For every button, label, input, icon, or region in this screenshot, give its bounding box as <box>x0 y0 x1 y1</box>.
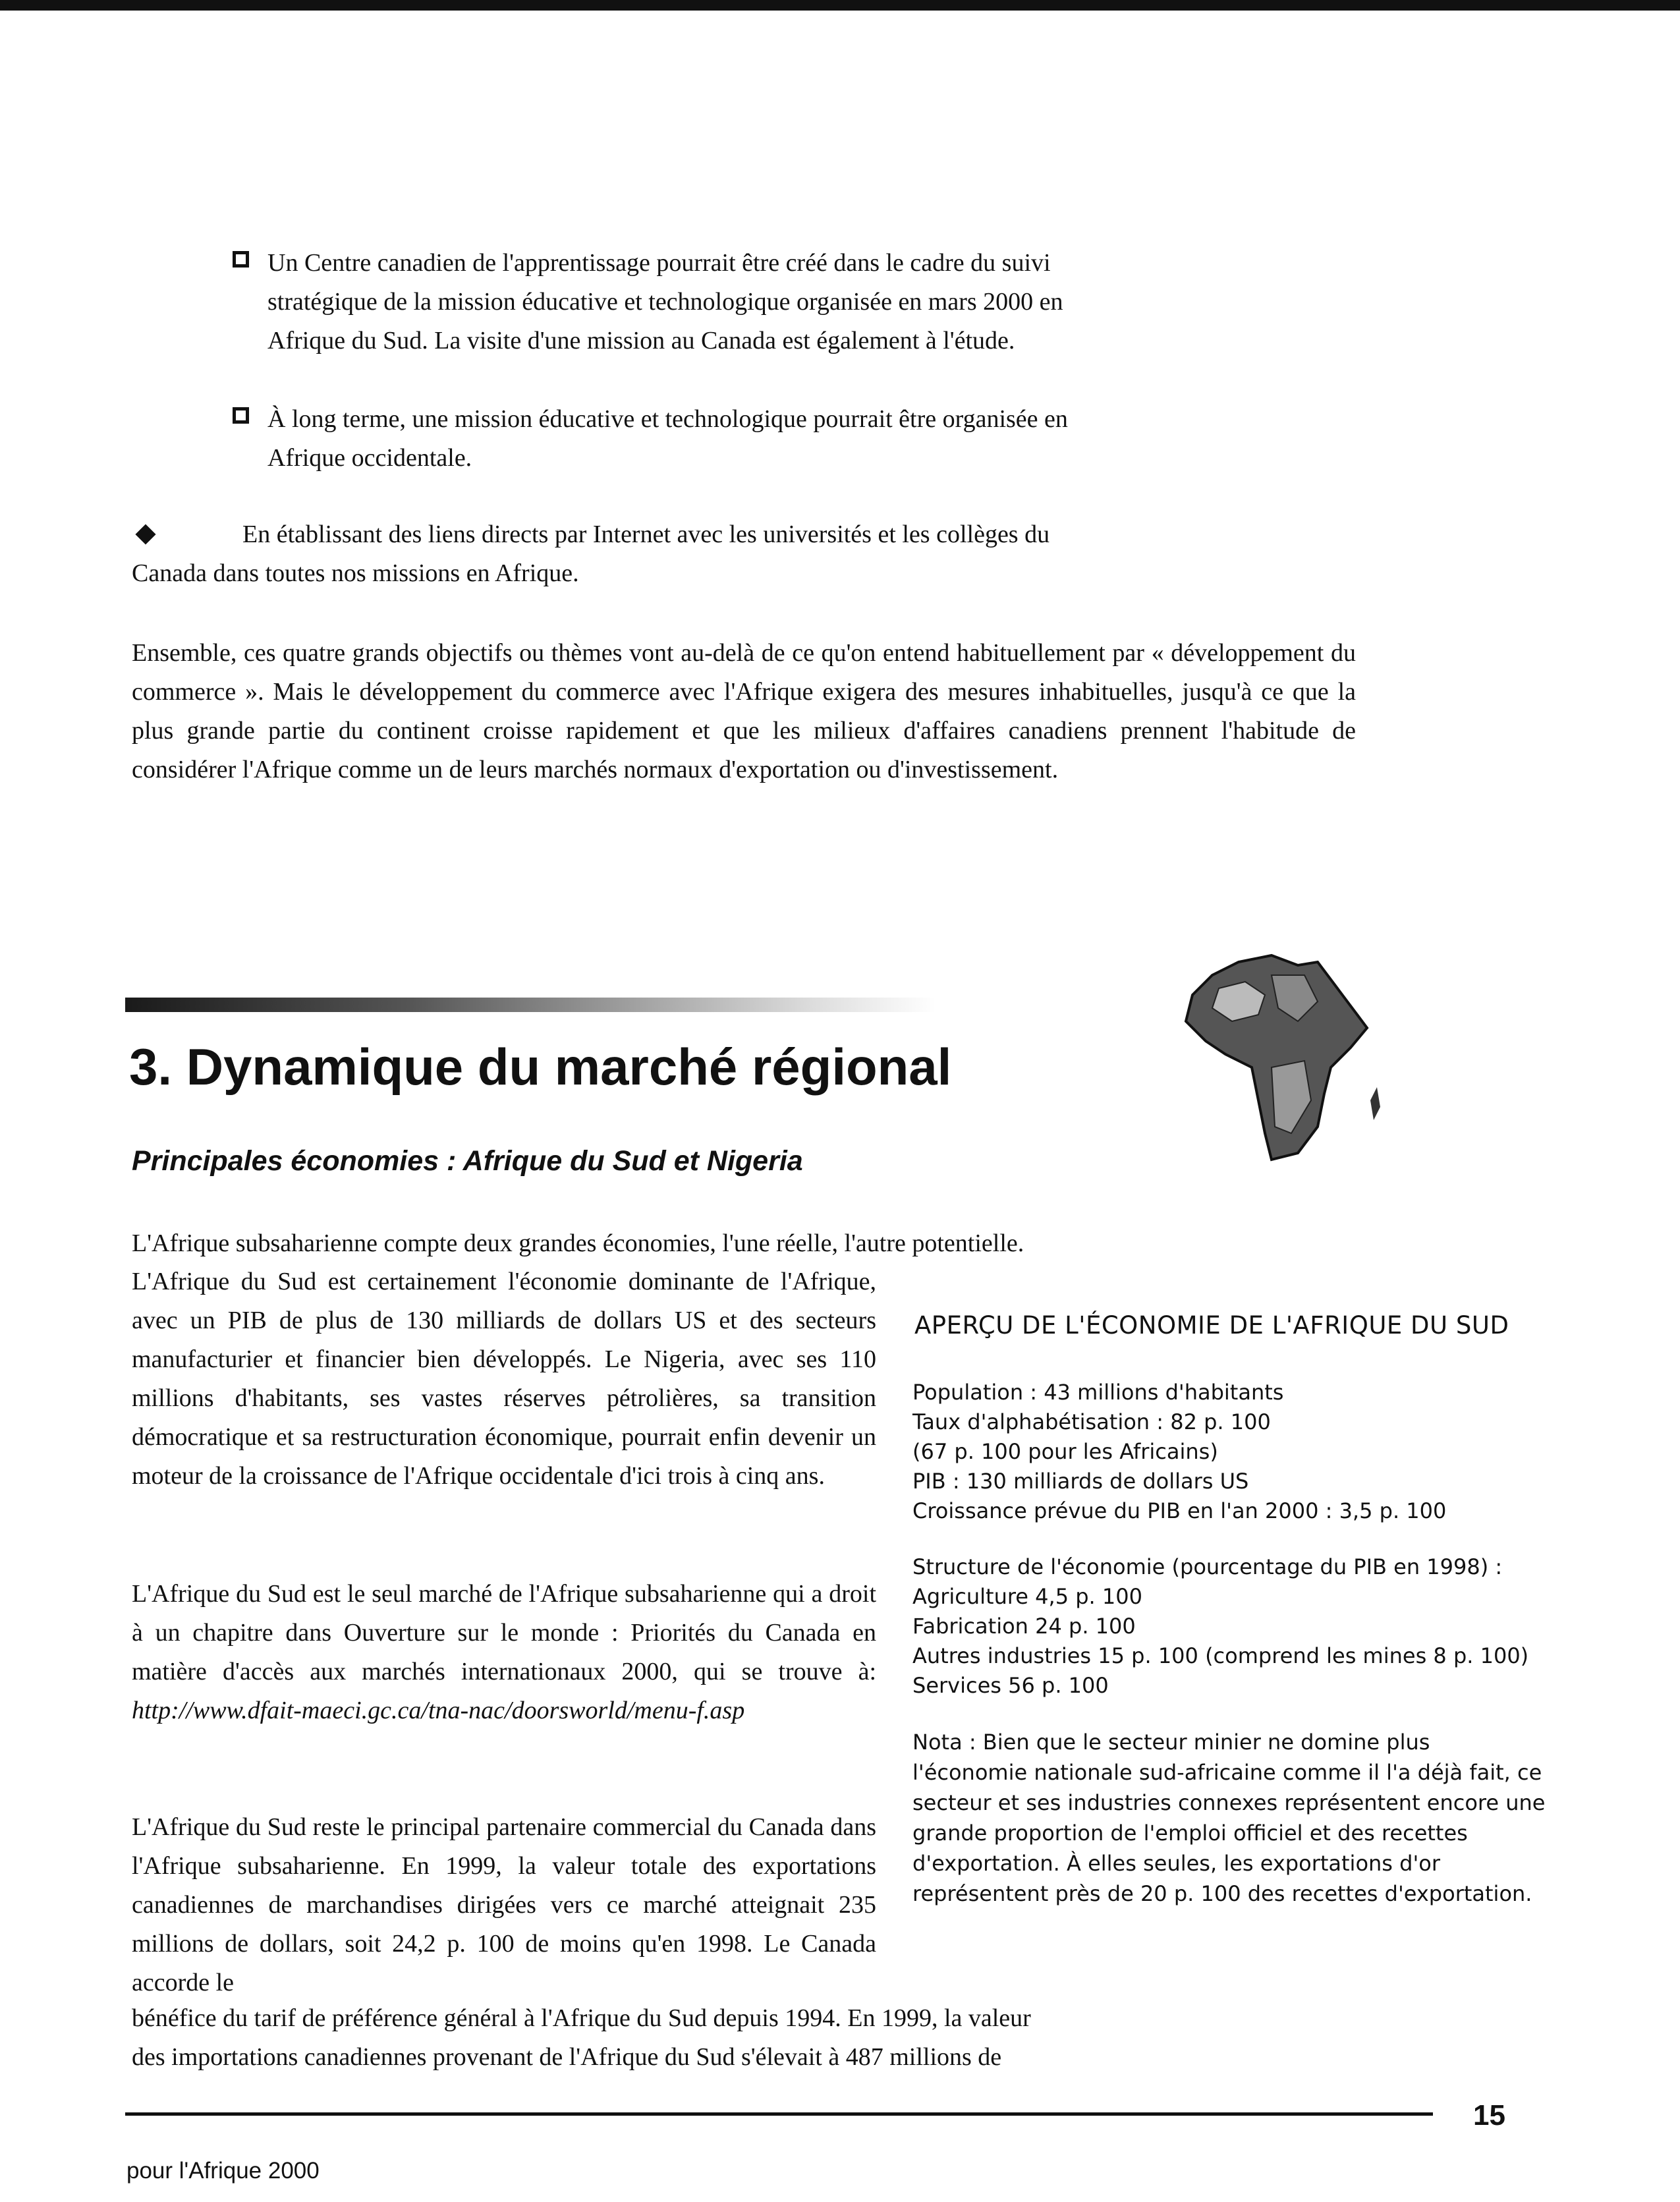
paragraph-1: L'Afrique du Sud est certainement l'économie dominante de l'Afrique, avec un PIB de plus de 130 milliards de dollars US et des secteurs manufacturier et financier bien développés. Le Nigeria, avec ses 110 millions d'habitants, ses vastes réserves pétrolières, sa transition démocratique et sa restructuration économique, pourrait enfin devenir un moteur de la croissance de l'Afrique occidentale d'ici trois à cinq ans. <box>132 1268 876 1490</box>
section-heading: 3. Dynamique du marché régional <box>129 1038 952 1096</box>
top-border <box>0 0 1680 11</box>
section-divider <box>125 998 936 1012</box>
checkbox-bullet-icon <box>233 251 249 268</box>
stat-line: Taux d'alphabétisation : 82 p. 100 <box>912 1409 1271 1434</box>
bullet-item-1-line-2: stratégique de la mission éducative et technologique organisée en mars 2000 en <box>267 288 1063 316</box>
bullet-item-1-line-1: Un Centre canadien de l'apprentissage pourrait être créé dans le cadre du suivi <box>267 249 1051 277</box>
diamond-item-line-1: En établissant des liens directs par Internet avec les universités et les collèges du <box>242 521 1050 548</box>
economy-overview-box <box>912 1311 1611 1909</box>
diamond-item-line-2: Canada dans toutes nos missions en Afrique. <box>132 559 579 587</box>
sidebar-stats <box>912 1378 1611 1526</box>
structure-line: Structure de l'économie (pourcentage du PIB en 1998) : <box>912 1554 1503 1579</box>
stat-line: (67 p. 100 pour les Africains) <box>912 1439 1218 1464</box>
structure-line: Autres industries 15 p. 100 (comprend les mines 8 p. 100) <box>912 1643 1529 1668</box>
diamond-bullet-icon <box>135 524 155 544</box>
bullet-item-2-line-2: Afrique occidentale. <box>267 444 472 472</box>
note-line: d'exportation. À elles seules, les exportations d'or <box>912 1851 1440 1876</box>
structure-line: Agriculture 4,5 p. 100 <box>912 1584 1142 1609</box>
footer-divider <box>125 2112 1433 2116</box>
paragraph-3: L'Afrique du Sud reste le principal partenaire commercial du Canada dans l'Afrique subsaharienne. En 1999, la valeur totale des exportations canadiennes de marchandises dirigées vers ce marché atteignait 235 millions de dollars, soit 24,2 p. 100 de moins qu'en 1998. Le Canada accorde le <box>132 1813 876 1996</box>
footer-publication: pour l'Afrique 2000 <box>126 2158 320 2184</box>
intro-line: L'Afrique subsaharienne compte deux grandes économies, l'une réelle, l'autre potentielle. <box>132 1229 1024 1257</box>
note-line: secteur et ses industries connexes représentent encore une <box>912 1790 1546 1815</box>
website-link[interactable]: http://www.dfait-maeci.gc.ca/tna-nac/doorsworld/menu-f.asp <box>132 1697 745 1724</box>
stat-line: PIB : 130 milliards de dollars US <box>912 1469 1249 1494</box>
note-line: l'économie nationale sud-africaine comme il l'a déjà fait, ce <box>912 1760 1542 1785</box>
sidebar-title: APERÇU DE L'ÉCONOMIE DE L'AFRIQUE DU SUD <box>914 1311 1509 1340</box>
sidebar-structure <box>912 1552 1611 1701</box>
summary-paragraph: Ensemble, ces quatre grands objectifs ou thèmes vont au-delà de ce qu'on entend habituellement par « développement du commerce ». Mais le développement du commerce avec l'Afrique exigera des mesures inhabituelles, jusqu'à ce que la plus grande partie du continent croisse rapidement et que les milieux d'affaires canadiens prennent l'habitude de considérer l'Afrique comme un de leurs marchés normaux d'exportation ou d'investissement. <box>132 639 1356 783</box>
structure-line: Services 56 p. 100 <box>912 1673 1109 1698</box>
checkbox-bullet-icon <box>233 407 249 424</box>
paragraph-3-line-a: bénéfice du tarif de préférence général à l'Afrique du Sud depuis 1994. En 1999, la valeur <box>132 2004 1031 2032</box>
bullet-item-1 <box>267 244 1302 360</box>
bullet-item-1-line-3: Afrique du Sud. La visite d'une mission au Canada est également à l'étude. <box>267 327 1015 354</box>
paragraph-3-line-b: des importations canadiennes provenant de l'Afrique du Sud s'élevait à 487 millions de <box>132 2043 1002 2071</box>
paragraph-2-text: L'Afrique du Sud est le seul marché de l'Afrique subsaharienne qui a droit à un chapitre dans Ouverture sur le monde : Priorités du Canada en matière d'accès aux marchés internationaux 2000, qui se trouve à: <box>132 1580 876 1685</box>
structure-line: Fabrication 24 p. 100 <box>912 1614 1136 1639</box>
stat-line: Croissance prévue du PIB en l'an 2000 : 3,5 p. 100 <box>912 1498 1447 1523</box>
africa-map-icon <box>1166 936 1384 1173</box>
bullet-item-2-line-1: À long terme, une mission éducative et technologique pourrait être organisée en <box>267 405 1068 433</box>
note-line: grande proportion de l'emploi officiel et des recettes <box>912 1821 1468 1846</box>
bullet-item-2 <box>267 400 1302 478</box>
stat-line: Population : 43 millions d'habitants <box>912 1380 1284 1405</box>
paragraph-2 <box>132 1575 876 1730</box>
note-line: représentent près de 20 p. 100 des recettes d'exportation. <box>912 1881 1532 1906</box>
note-line: Nota : Bien que le secteur minier ne domine plus <box>912 1730 1430 1755</box>
sidebar-note <box>912 1727 1611 1909</box>
page-number: 15 <box>1473 2099 1505 2131</box>
section-subheading: Principales économies : Afrique du Sud et Nigeria <box>132 1145 803 1177</box>
